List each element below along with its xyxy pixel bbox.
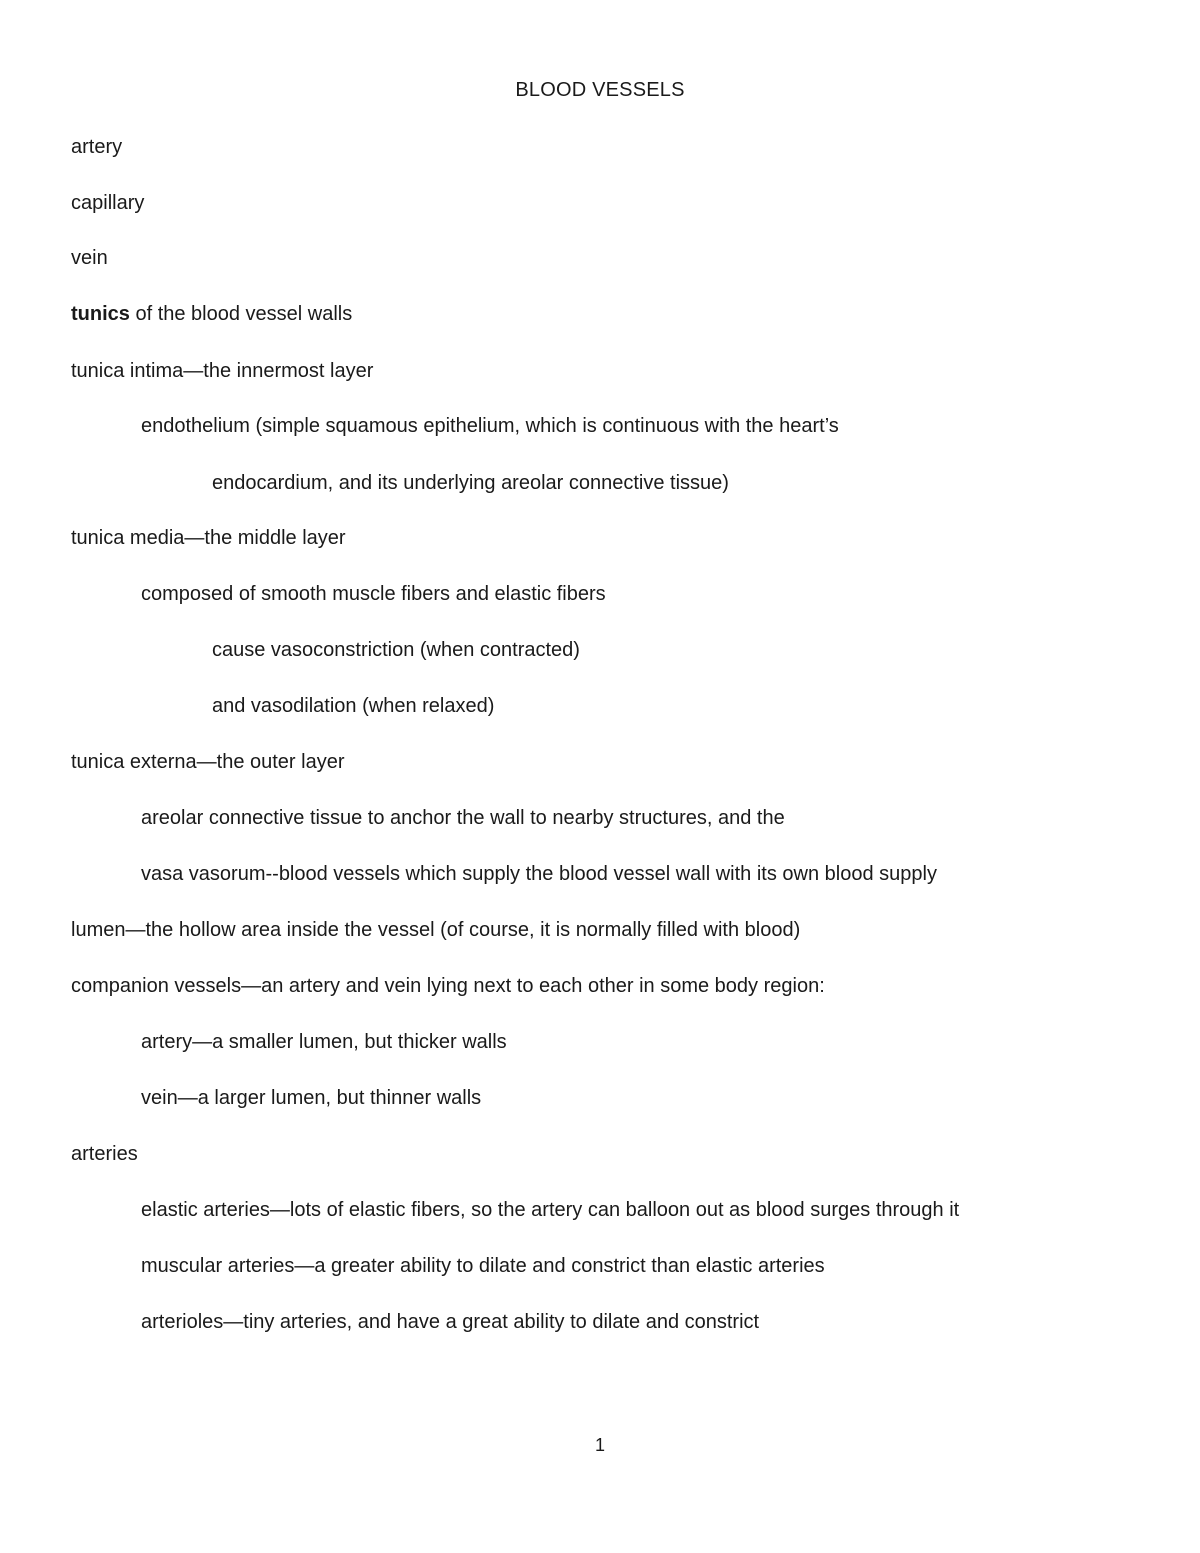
text-line-arteries: arteries (71, 1143, 138, 1165)
text-line-artery: artery (71, 136, 123, 158)
text-line-tunics (71, 300, 352, 328)
page-title: BLOOD VESSELS (515, 79, 685, 101)
text-line-companion-artery: artery—a smaller lumen, but thicker walls (141, 1031, 507, 1053)
text-line-vasodilation: and vasodilation (when relaxed) (212, 695, 495, 717)
text-line-companion-vein: vein—a larger lumen, but thinner walls (141, 1087, 482, 1109)
text-line-capillary: capillary (71, 192, 145, 214)
text-line-tunica-externa: tunica externa—the outer layer (71, 751, 345, 773)
text-line-lumen: lumen—the hollow area inside the vessel (of course, it is normally filled with blood) (71, 919, 801, 941)
text-line-arterioles: arterioles—tiny arteries, and have a great ability to dilate and constrict (141, 1311, 760, 1333)
text-line-vasoconstriction: cause vasoconstriction (when contracted) (212, 639, 580, 661)
page-number: 1 (594, 1435, 605, 1455)
text-line-endothelium: endothelium (simple squamous epithelium, which is continuous with the heart’s (141, 415, 839, 437)
text-line-endocardium: endocardium, and its underlying areolar connective tissue) (212, 472, 729, 494)
text-line-smooth-muscle: composed of smooth muscle fibers and elastic fibers (141, 583, 606, 605)
text-line-vasa-vasorum: vasa vasorum--blood vessels which supply the blood vessel wall with its own blood supply (141, 863, 937, 885)
text-line-tunics-rest: of the blood vessel walls (129, 303, 353, 325)
bold-term-tunics: tunics (71, 303, 130, 325)
text-line-muscular-arteries: muscular arteries—a greater ability to dilate and constrict than elastic arteries (141, 1255, 825, 1277)
text-line-tunica-media: tunica media—the middle layer (71, 527, 346, 549)
text-line-areolar: areolar connective tissue to anchor the wall to nearby structures, and the (141, 807, 785, 829)
text-line-vein: vein (71, 247, 108, 269)
text-line-companion-vessels: companion vessels—an artery and vein lying next to each other in some body region: (71, 975, 825, 997)
text-line-elastic-arteries: elastic arteries—lots of elastic fibers, so the artery can balloon out as blood surges through it (141, 1199, 960, 1221)
text-line-tunica-intima: tunica intima—the innermost layer (71, 360, 374, 382)
